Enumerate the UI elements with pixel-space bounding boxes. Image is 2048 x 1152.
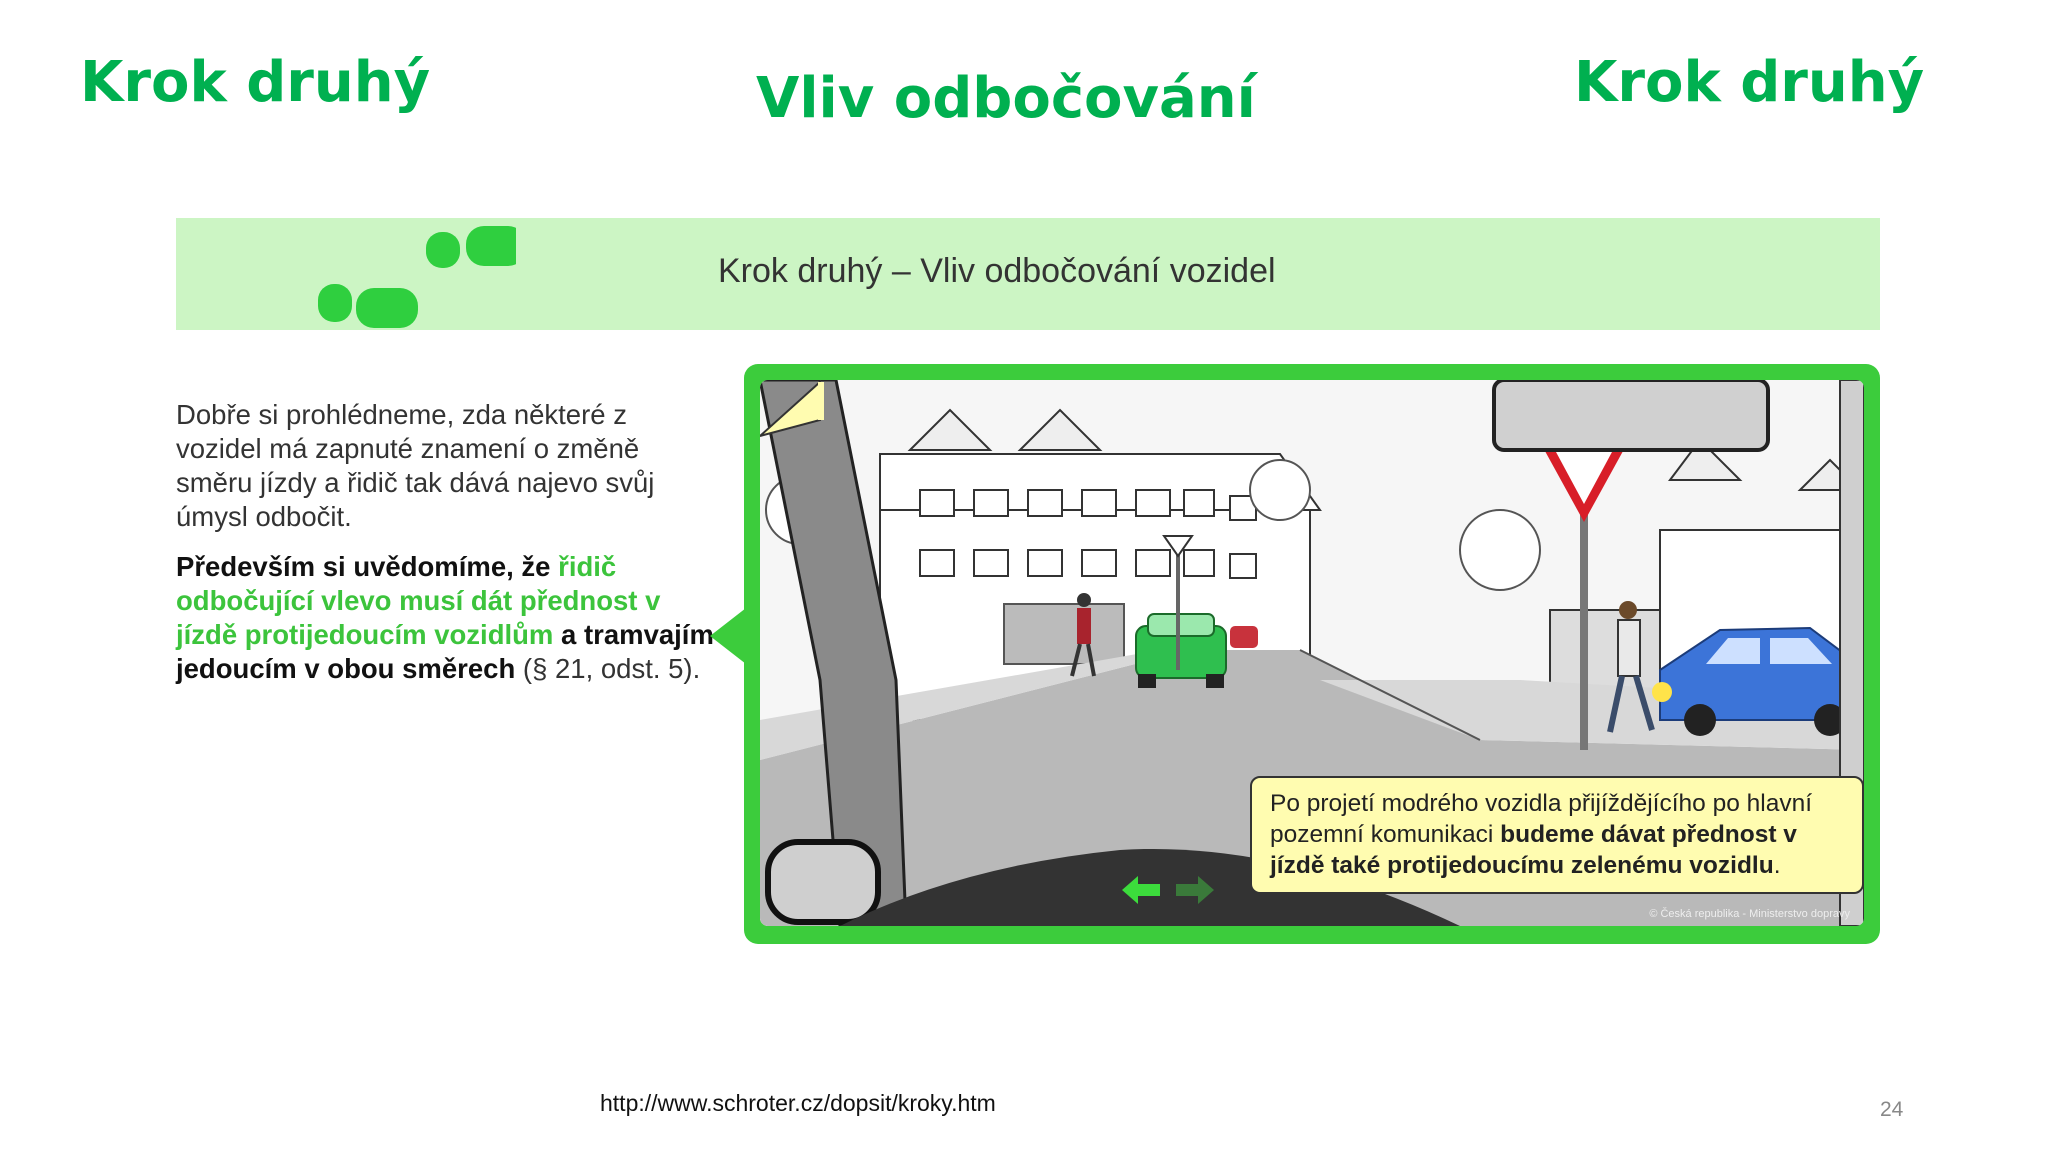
rule-continuation: a tramvajím jedoucím v obou směrech [176, 619, 714, 684]
intro-paragraph: Dobře si prohlédneme, zda některé z vozidel má zapnuté znamení o změně směru jízdy a řidič tak dává najevo svůj úmysl odbočit. [176, 399, 655, 532]
callout-tail [760, 380, 824, 438]
info-callout [1250, 776, 1864, 894]
callout-text: Po projetí modrého vozidla přijíždějícího po hlavní pozemní komunikaci [1270, 790, 1813, 848]
step-banner [176, 218, 1880, 330]
frame-pointer [710, 608, 746, 664]
image-copyright: © Česká republika - Ministerstvo dopravy [1649, 908, 1850, 920]
illustration-frame [744, 364, 1880, 944]
law-reference: (§ 21, odst. 5). [515, 653, 701, 684]
slide-title-center: Vliv odbočování [756, 66, 1256, 131]
footprints-icon [276, 218, 516, 330]
rule-paragraph [176, 550, 716, 686]
callout-end: . [1773, 852, 1781, 879]
callout-emphasis: budeme dávat přednost v jízdě také protijedoucímu zelenému vozidlu [1270, 821, 1797, 879]
intersection-scene [760, 380, 1864, 926]
banner-title: Krok druhý – Vliv odbočování vozidel [718, 252, 1276, 290]
slide-title-left: Krok druhý [80, 50, 431, 115]
page-number: 24 [1880, 1098, 1904, 1121]
source-link[interactable]: http://www.schroter.cz/dopsit/kroky.htm [600, 1090, 996, 1116]
rule-lead: Především si uvědomíme, že [176, 551, 559, 582]
slide-title-right: Krok druhý [1574, 50, 1925, 115]
rule-highlight: řidič odbočující vlevo musí dát přednost v jízdě protijedoucím vozidlům [176, 551, 661, 650]
green-car-illustration [1136, 614, 1226, 688]
